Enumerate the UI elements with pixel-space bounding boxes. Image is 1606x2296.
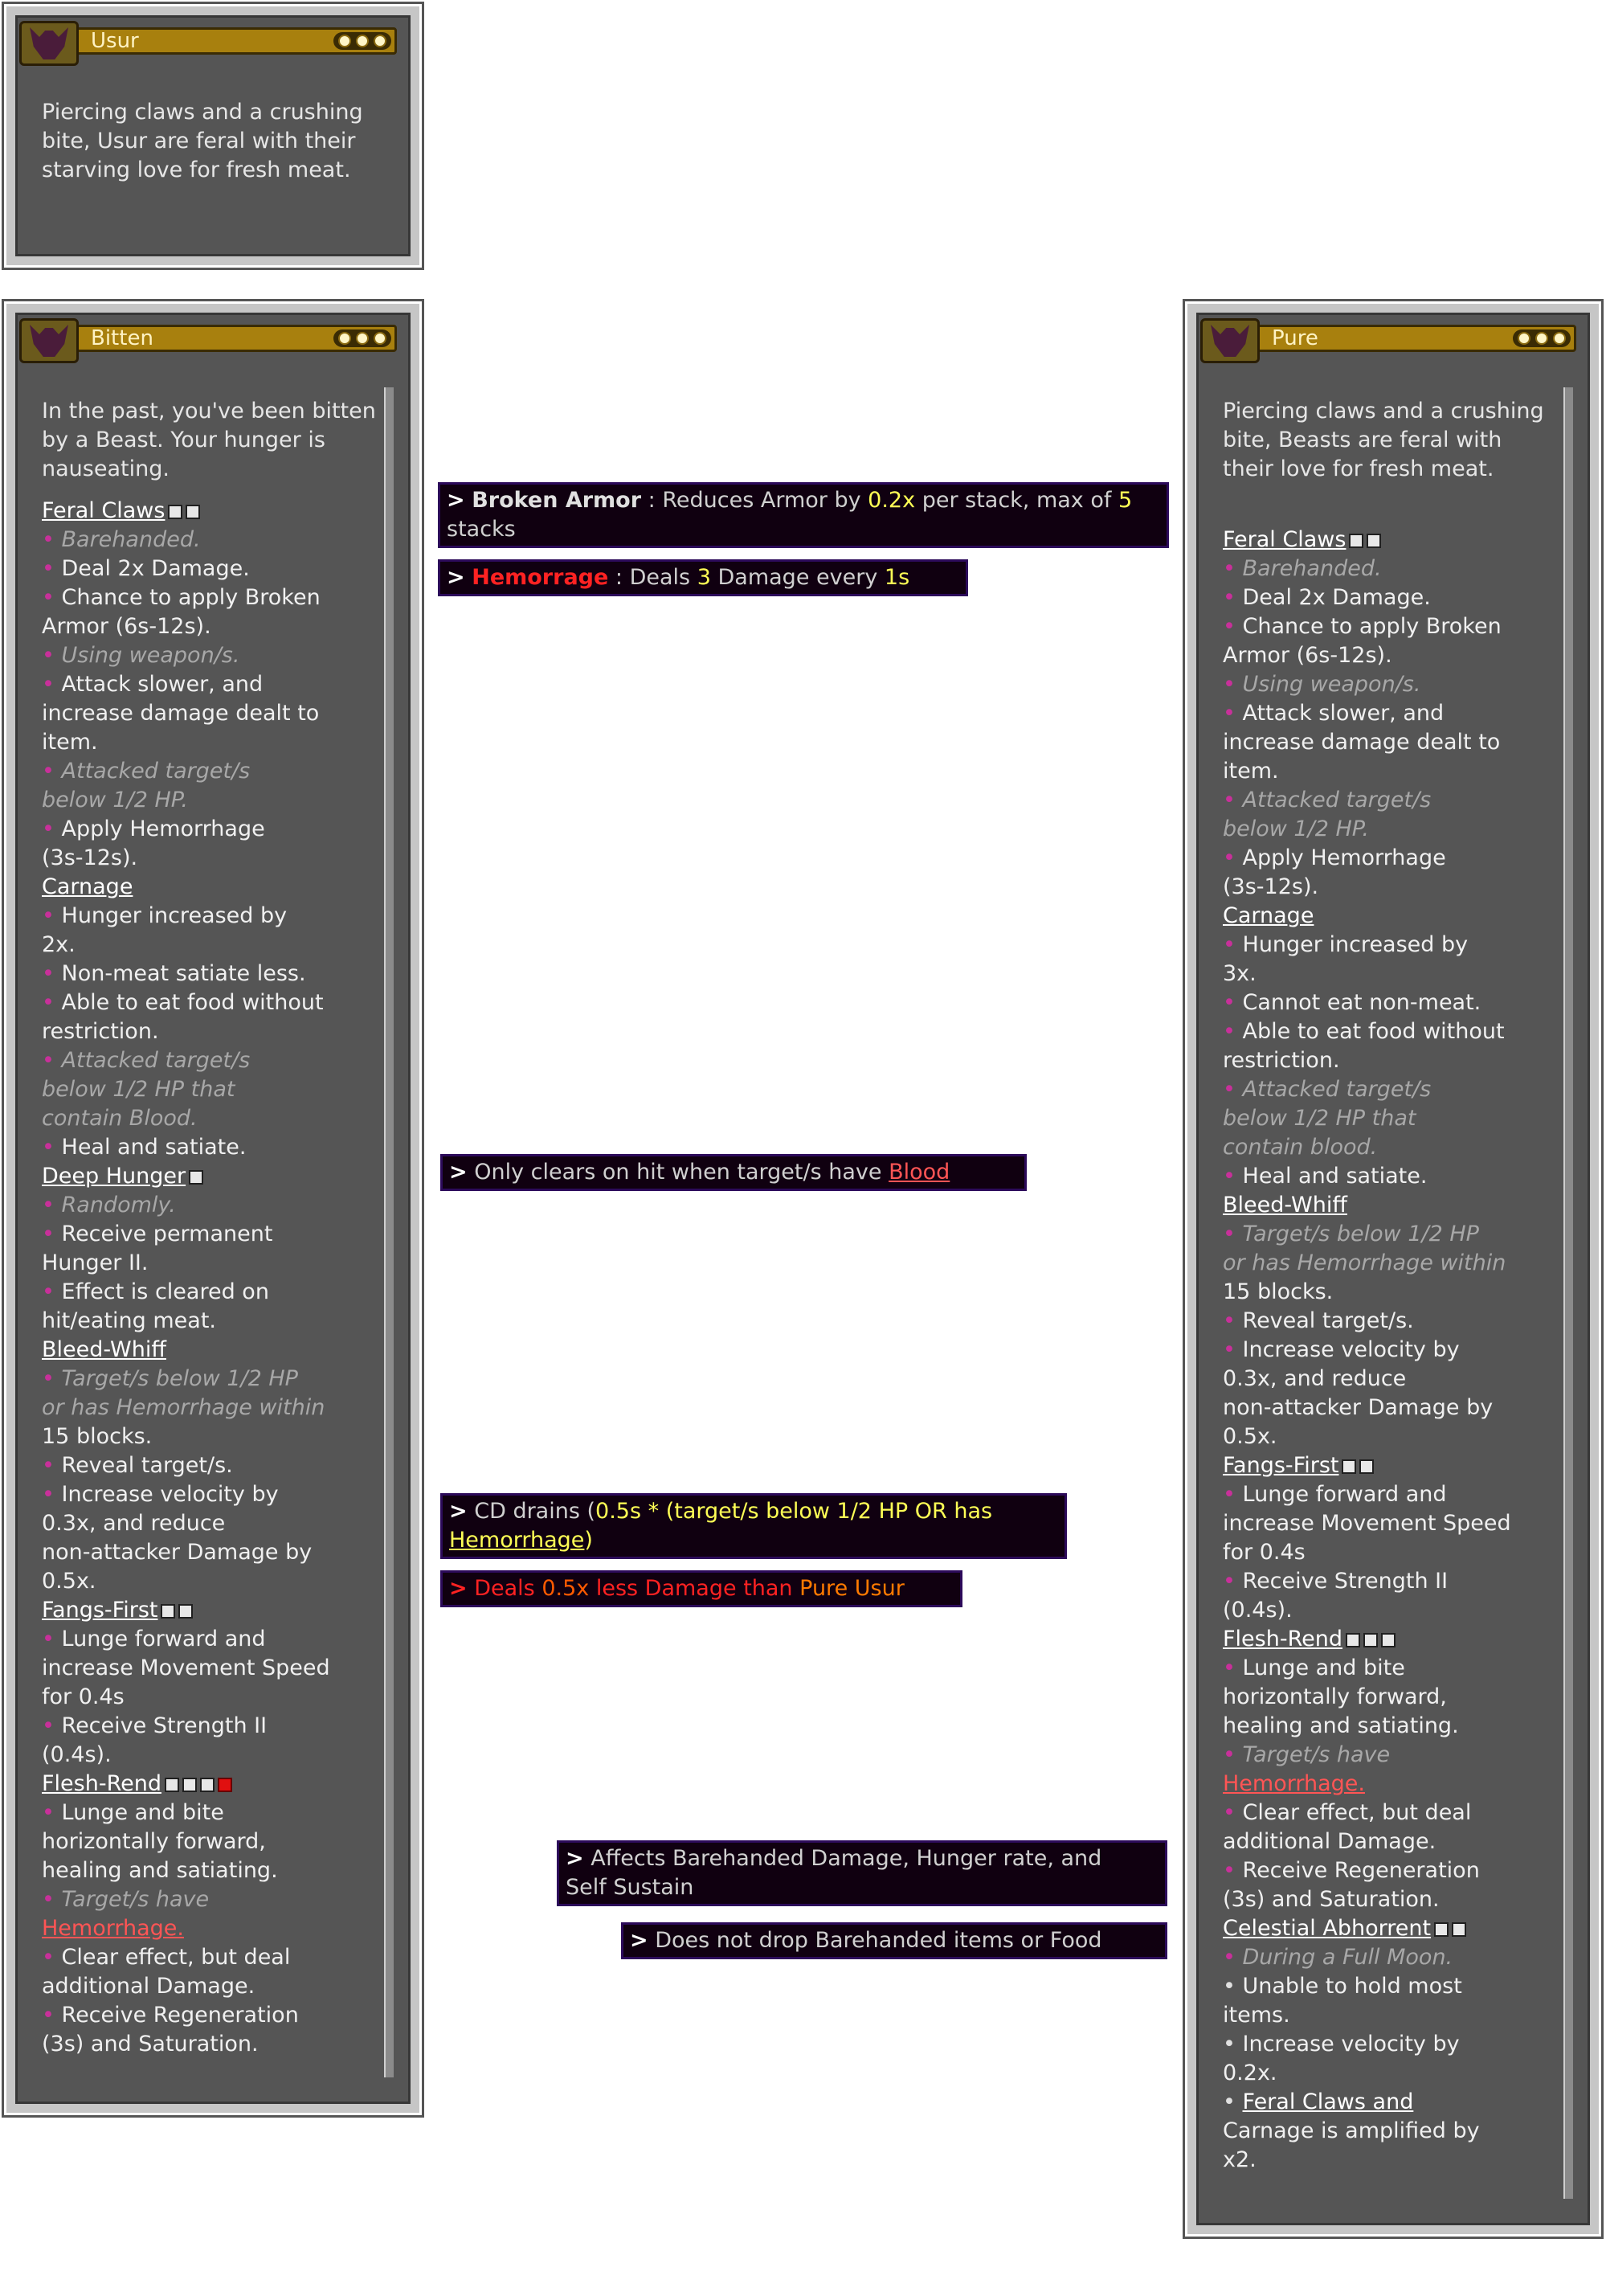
key-icon bbox=[1452, 1922, 1466, 1937]
arrow-icon: > bbox=[447, 488, 465, 513]
effect: restriction. bbox=[42, 1019, 159, 1044]
condition: Attacked target/s bbox=[1242, 1077, 1432, 1102]
arrow-icon: > bbox=[449, 1499, 468, 1524]
bitten-pips bbox=[333, 329, 391, 347]
condition: below 1/2 HP. bbox=[42, 788, 188, 812]
tooltip-value: 5 bbox=[1118, 488, 1133, 513]
effect: Receive Regeneration bbox=[1242, 1858, 1480, 1883]
bitten-panel bbox=[2, 299, 424, 2118]
usur-header bbox=[19, 21, 397, 59]
condition: contain blood. bbox=[1223, 1135, 1378, 1160]
bitten-title: Bitten bbox=[91, 326, 153, 350]
effect: Deal 2x Damage. bbox=[1242, 585, 1431, 610]
arrow-icon: > bbox=[630, 1928, 648, 1953]
ability-flesh-rend[interactable]: Flesh-Rend bbox=[1223, 1627, 1342, 1651]
effect: Increase velocity by bbox=[61, 1482, 279, 1507]
pure-title: Pure bbox=[1272, 326, 1318, 350]
pure-header bbox=[1200, 318, 1576, 357]
separator: : bbox=[615, 565, 623, 590]
effect: horizontally forward, bbox=[42, 1829, 266, 1854]
effect: Receive Regeneration bbox=[61, 2003, 299, 2028]
effect: (3s) and Saturation. bbox=[1223, 1887, 1440, 1912]
key-icon bbox=[1346, 1633, 1360, 1647]
ability-carnage[interactable]: Carnage bbox=[42, 874, 133, 899]
condition: During a Full Moon. bbox=[1242, 1945, 1453, 1970]
effect: Apply Hemorrhage bbox=[1242, 845, 1446, 870]
effect: increase Movement Speed bbox=[42, 1655, 330, 1680]
arrow-icon: > bbox=[449, 1160, 468, 1185]
effect: Hunger II. bbox=[42, 1250, 149, 1275]
separator: : bbox=[648, 488, 656, 513]
pure-pips bbox=[1513, 329, 1571, 347]
key-icon bbox=[200, 1778, 215, 1792]
condition: Using weapon/s. bbox=[61, 643, 240, 668]
tooltip-text: Does not drop Barehanded items or Food bbox=[655, 1928, 1102, 1953]
ability-bleed-whiff[interactable]: Bleed-Whiff bbox=[42, 1337, 166, 1362]
key-icon bbox=[1363, 1633, 1378, 1647]
effect: healing and satiating. bbox=[1223, 1713, 1459, 1738]
tooltip-text: * (target/s below 1/2 HP OR has bbox=[648, 1499, 993, 1524]
tooltip-text: less Damage than bbox=[595, 1576, 793, 1601]
ability-fangs-first[interactable]: Fangs-First bbox=[1223, 1453, 1339, 1478]
condition: Attacked target/s bbox=[61, 759, 251, 784]
effect: Receive permanent bbox=[61, 1222, 273, 1246]
arrow-icon: > bbox=[449, 1576, 468, 1601]
condition: below 1/2 HP that bbox=[42, 1077, 235, 1102]
effect: Lunge and bite bbox=[61, 1800, 224, 1825]
bitten-header bbox=[19, 318, 397, 357]
tooltip-text: per stack, max of bbox=[922, 488, 1112, 513]
effect: Lunge forward and bbox=[1242, 1482, 1447, 1507]
pure-panel-body bbox=[1196, 313, 1590, 2225]
tooltip-text: CD drains ( bbox=[474, 1499, 596, 1524]
condition: Randomly. bbox=[61, 1193, 176, 1218]
effect: for 0.4s bbox=[42, 1684, 125, 1709]
effect: item. bbox=[42, 730, 98, 755]
effect: restriction. bbox=[1223, 1048, 1340, 1073]
tooltip-no-drop bbox=[621, 1922, 1167, 1959]
tooltip-text: Deals bbox=[474, 1576, 535, 1601]
blood-link[interactable]: Blood bbox=[889, 1160, 950, 1185]
effect: Receive Strength II bbox=[61, 1713, 268, 1738]
bitten-header-bar bbox=[51, 325, 397, 352]
key-icon bbox=[182, 1778, 197, 1792]
ability-bleed-whiff[interactable]: Bleed-Whiff bbox=[1223, 1193, 1347, 1218]
effect: Increase velocity by bbox=[1242, 2032, 1460, 2057]
effect: Lunge forward and bbox=[61, 1627, 266, 1651]
effect: (3s) and Saturation. bbox=[42, 2032, 259, 2057]
effect: Attack slower, and bbox=[61, 672, 264, 697]
tooltip-value: 0.5x bbox=[541, 1576, 590, 1601]
tooltip-text: Self Sustain bbox=[566, 1875, 694, 1900]
effect: Receive Strength II bbox=[1242, 1569, 1449, 1594]
key-icon bbox=[189, 1170, 203, 1185]
pip-icon bbox=[374, 332, 386, 345]
condition: below 1/2 HP. bbox=[1223, 816, 1369, 841]
hemorrhage-link[interactable]: Hemorrhage. bbox=[42, 1916, 184, 1941]
effect: Effect is cleared on bbox=[61, 1279, 269, 1304]
beast-icon bbox=[1200, 318, 1260, 363]
tooltip-value: 0.5s bbox=[595, 1499, 642, 1524]
usur-title: Usur bbox=[91, 29, 139, 53]
pure-scrollbar[interactable] bbox=[1563, 387, 1573, 2199]
effect: 0.5x. bbox=[1223, 1424, 1277, 1449]
pip-icon bbox=[338, 35, 351, 47]
effect: (0.4s). bbox=[1223, 1598, 1293, 1623]
tooltip-value: 3 bbox=[697, 565, 711, 590]
effect: horizontally forward, bbox=[1223, 1684, 1447, 1709]
effect: non-attacker Damage by bbox=[1223, 1395, 1494, 1420]
ability-flesh-rend[interactable]: Flesh-Rend bbox=[42, 1771, 161, 1796]
effect: Attack slower, and bbox=[1242, 701, 1445, 726]
effect: 15 blocks. bbox=[1223, 1279, 1334, 1304]
effect: Chance to apply Broken bbox=[61, 585, 321, 610]
key-icon bbox=[1359, 1459, 1374, 1474]
tooltip-text: Deals bbox=[629, 565, 691, 590]
tooltip-affects bbox=[557, 1840, 1167, 1906]
condition: Barehanded. bbox=[61, 527, 201, 552]
bitten-scrollbar[interactable] bbox=[384, 387, 394, 2077]
effect: 15 blocks. bbox=[42, 1424, 153, 1449]
pip-icon bbox=[338, 332, 351, 345]
tooltip-text: stacks bbox=[447, 517, 516, 542]
tooltip-value: 0.2x bbox=[868, 488, 916, 513]
pip-icon bbox=[374, 35, 386, 47]
tooltip-value: 1s bbox=[884, 565, 910, 590]
tooltip-text: Damage every bbox=[717, 565, 878, 590]
ability-feral-claws[interactable]: Feral Claws bbox=[1223, 527, 1347, 552]
pip-icon bbox=[1518, 332, 1530, 345]
key-icon bbox=[1349, 534, 1363, 548]
pip-icon bbox=[356, 332, 369, 345]
condition: Target/s have bbox=[1242, 1742, 1391, 1767]
effect: Clear effect, but deal bbox=[1242, 1800, 1472, 1825]
effect: Heal and satiate. bbox=[61, 1135, 247, 1160]
effect: item. bbox=[1223, 759, 1279, 784]
effect: (3s-12s). bbox=[1223, 874, 1319, 899]
effect: Able to eat food without bbox=[61, 990, 324, 1015]
effect: 2x. bbox=[42, 932, 76, 957]
key-icon bbox=[178, 1604, 193, 1619]
tooltip-name: Broken Armor bbox=[472, 488, 642, 513]
arrow-icon: > bbox=[447, 565, 465, 590]
usur-pips bbox=[333, 32, 391, 50]
effect: additional Damage. bbox=[42, 1974, 255, 1999]
ability-deep-hunger[interactable]: Deep Hunger bbox=[42, 1164, 186, 1189]
usur-header-bar bbox=[51, 27, 397, 55]
condition: below 1/2 HP that bbox=[1223, 1106, 1416, 1131]
condition: Barehanded. bbox=[1242, 556, 1382, 581]
effect: Cannot eat non-meat. bbox=[1242, 990, 1481, 1015]
tooltip-text: Only clears on hit when target/s have bbox=[474, 1160, 882, 1185]
tooltip-text: Reduces Armor by bbox=[662, 488, 861, 513]
effect: increase damage dealt to bbox=[1223, 730, 1501, 755]
effect: 0.5x. bbox=[42, 1569, 96, 1594]
ability-fangs-first[interactable]: Fangs-First bbox=[42, 1598, 158, 1623]
effect: Deal 2x Damage. bbox=[61, 556, 250, 581]
effect: Feral Claws and bbox=[1242, 2089, 1414, 2114]
effect: Hunger increased by bbox=[1242, 932, 1469, 957]
effect: (3s-12s). bbox=[42, 845, 138, 870]
effect: Reveal target/s. bbox=[61, 1453, 233, 1478]
effect: non-attacker Damage by bbox=[42, 1540, 313, 1565]
key-icon bbox=[1381, 1633, 1396, 1647]
hemorrhage-link[interactable]: Hemorrhage. bbox=[1223, 1771, 1365, 1796]
ability-carnage[interactable]: Carnage bbox=[1223, 903, 1314, 928]
bitten-panel-body bbox=[15, 313, 411, 2104]
key-icon bbox=[186, 505, 200, 519]
tooltip-text: Affects Barehanded Damage, Hunger rate, and bbox=[591, 1846, 1102, 1871]
bitten-description: In the past, you've been bitten by a Beast. Your hunger is nauseating. bbox=[42, 399, 376, 481]
pure-panel bbox=[1183, 299, 1604, 2239]
effect: Chance to apply Broken bbox=[1242, 614, 1502, 639]
effect: Lunge and bite bbox=[1242, 1655, 1405, 1680]
effect: Increase velocity by bbox=[1242, 1337, 1460, 1362]
usur-panel-body bbox=[15, 15, 411, 256]
pure-abilities: Feral Claws • Barehanded. • Deal 2x Damage. • Chance to apply Broken Armor (6s-12s). • Using weapon/s. • Attack slower, and increase damage dealt to item. • Attacked target/s below 1/2 HP. • Apply Hemorrhage (3s-12s). Carnage • Hunger increased by 3x. • Cannot eat non-meat. • Able to eat food without restriction. • Attacked target/s below 1/2 HP that contain blood. • Heal and satiate. Bleed-Whiff • Target/s below 1/2 HP or has Hemorrhage within 15 blocks. • Reveal target/s. • Increase velocity by 0.3x, and reduce non-attacker Damage by 0.5x. Fangs-First • Lunge forward and increase Movement Speed for 0.4s • Receive Strength II (0.4s). Flesh-Rend • Lunge and bite horizontally forward, healing and satiating. • Target/s have Hemorrhage. • Clear effect, but deal additional Damage. • Receive Regeneration (3s) and Saturation. Celestial Abhorrent • During a Full Moon. • Unable to hold most items. • Increase velocity by 0.2x. • Feral Claws and Carnage is amplified by x2. bbox=[1223, 526, 1555, 2175]
pure-description: Piercing claws and a crushing bite, Beasts are feral with their love for fresh meat. bbox=[1223, 399, 1544, 481]
effect: hit/eating meat. bbox=[42, 1308, 217, 1333]
effect: Carnage is amplified by bbox=[1223, 2118, 1480, 2143]
hemorrhage-link[interactable]: Hemorrhage bbox=[449, 1528, 585, 1553]
beast-icon bbox=[19, 318, 79, 363]
condition: or has Hemorrhage within bbox=[42, 1395, 325, 1420]
key-icon bbox=[1434, 1922, 1449, 1937]
tooltip-blood bbox=[440, 1154, 1027, 1191]
bitten-abilities: Feral Claws • Barehanded. • Deal 2x Damage. • Chance to apply Broken Armor (6s-12s). • Using weapon/s. • Attack slower, and increase damage dealt to item. • Attacked target/s below 1/2 HP. • Apply Hemorrhage (3s-12s). Carnage • Hunger increased by 2x. • Non-meat satiate less. • Able to eat food without restriction. • Attacked target/s below 1/2 HP that contain Blood. • Heal and satiate. Deep Hunger • Randomly. • Receive permanent Hunger II. • Effect is cleared on hit/eating meat. Bleed-Whiff • Target/s below 1/2 HP or has Hemorrhage within 15 blocks. • Reveal target/s. • Increase velocity by 0.3x, and reduce non-attacker Damage by 0.5x. Fangs-First • Lunge forward and increase Movement Speed for 0.4s • Receive Strength II (0.4s). Flesh-Rend • Lunge and bite horizontally forward, healing and satiating. • Target/s have Hemorrhage. • Clear effect, but deal additional Damage. • Receive Regeneration (3s) and Saturation. bbox=[42, 497, 376, 2059]
effect: Heal and satiate. bbox=[1242, 1164, 1428, 1189]
usur-description: Piercing claws and a crushing bite, Usur are feral with their starving love for fresh meat. bbox=[42, 100, 363, 182]
ability-celestial-abhorrent[interactable]: Celestial Abhorrent bbox=[1223, 1916, 1432, 1941]
key-icon bbox=[165, 1778, 179, 1792]
beast-icon bbox=[19, 21, 79, 66]
condition: Attacked target/s bbox=[1242, 788, 1432, 812]
key-icon bbox=[1367, 534, 1381, 548]
tooltip-deals-less bbox=[440, 1570, 962, 1607]
effect: 3x. bbox=[1223, 961, 1257, 986]
pip-icon bbox=[1535, 332, 1548, 345]
tooltip-hemorrhage bbox=[438, 559, 968, 596]
effect: Reveal target/s. bbox=[1242, 1308, 1414, 1333]
key-icon bbox=[168, 505, 182, 519]
effect: Able to eat food without bbox=[1242, 1019, 1505, 1044]
pure-header-bar bbox=[1232, 325, 1576, 352]
condition: Target/s below 1/2 HP bbox=[61, 1366, 298, 1391]
condition: Target/s have bbox=[61, 1887, 210, 1912]
tooltip-broken-armor bbox=[438, 482, 1169, 548]
usur-panel bbox=[2, 2, 424, 270]
condition: or has Hemorrhage within bbox=[1223, 1250, 1506, 1275]
effect: increase damage dealt to bbox=[42, 701, 320, 726]
effect: 0.3x, and reduce bbox=[42, 1511, 226, 1536]
effect: Unable to hold most bbox=[1242, 1974, 1462, 1999]
arrow-icon: > bbox=[566, 1846, 584, 1871]
effect: (0.4s). bbox=[42, 1742, 112, 1767]
effect: Hunger increased by bbox=[61, 903, 288, 928]
tooltip-text: ) bbox=[584, 1528, 593, 1553]
pip-icon bbox=[1553, 332, 1566, 345]
effect: increase Movement Speed bbox=[1223, 1511, 1511, 1536]
tooltip-name: Hemorrage bbox=[472, 565, 609, 590]
pip-icon bbox=[356, 35, 369, 47]
effect: 0.2x. bbox=[1223, 2061, 1277, 2085]
tooltip-cd bbox=[440, 1493, 1067, 1559]
effect: healing and satiating. bbox=[42, 1858, 278, 1883]
tooltip-value: Pure Usur bbox=[799, 1576, 905, 1601]
effect: x2. bbox=[1223, 2147, 1257, 2172]
condition: Target/s below 1/2 HP bbox=[1242, 1222, 1479, 1246]
condition: Attacked target/s bbox=[61, 1048, 251, 1073]
effect: Apply Hemorrhage bbox=[61, 816, 265, 841]
effect: Clear effect, but deal bbox=[61, 1945, 291, 1970]
key-icon bbox=[1342, 1459, 1356, 1474]
effect: 0.3x, and reduce bbox=[1223, 1366, 1407, 1391]
effect: additional Damage. bbox=[1223, 1829, 1436, 1854]
cooldown-icon bbox=[218, 1778, 232, 1792]
condition: contain Blood. bbox=[42, 1106, 198, 1131]
effect: items. bbox=[1223, 2003, 1290, 2028]
effect: for 0.4s bbox=[1223, 1540, 1306, 1565]
effect: Non-meat satiate less. bbox=[61, 961, 306, 986]
ability-feral-claws[interactable]: Feral Claws bbox=[42, 498, 166, 523]
effect: Armor (6s-12s). bbox=[42, 614, 211, 639]
key-icon bbox=[161, 1604, 175, 1619]
condition: Using weapon/s. bbox=[1242, 672, 1421, 697]
effect: Armor (6s-12s). bbox=[1223, 643, 1392, 668]
